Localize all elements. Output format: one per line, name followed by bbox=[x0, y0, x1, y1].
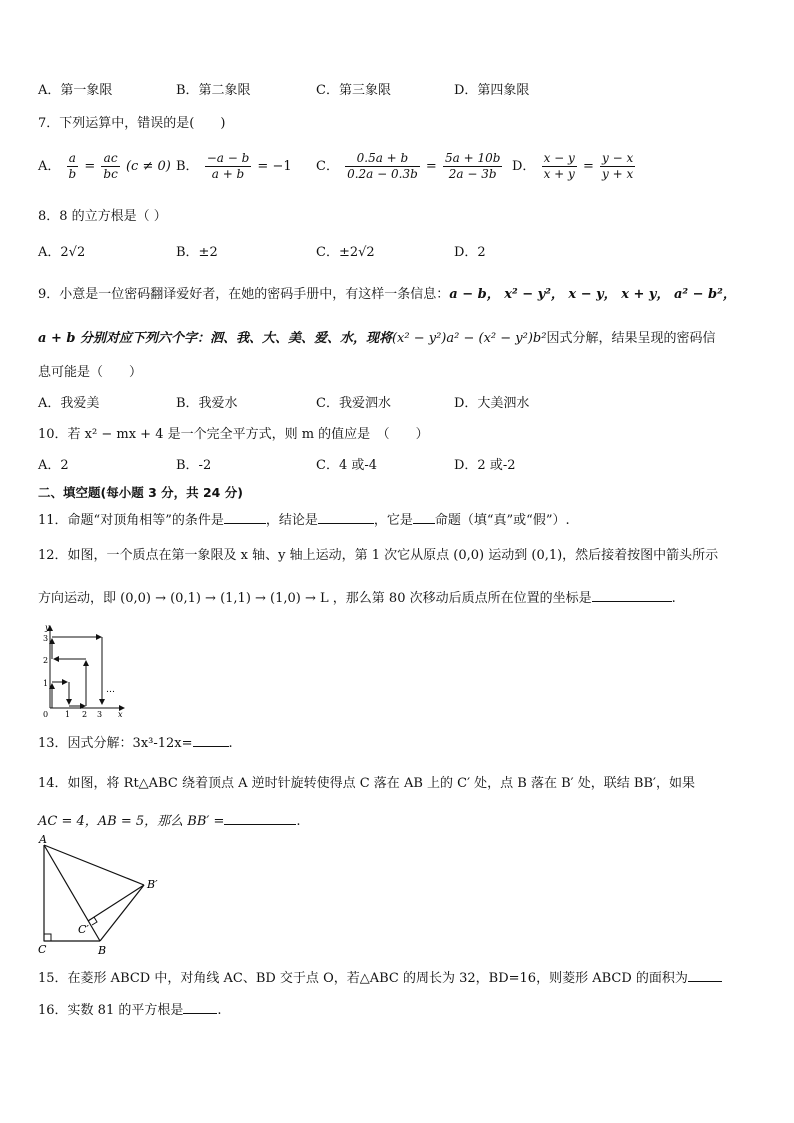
q15 bbox=[38, 968, 722, 988]
q11-part2: ，结论是 bbox=[265, 513, 318, 528]
segment-AB bbox=[44, 845, 100, 941]
q7-a-frac1: $\frac{a}{b}$ bbox=[68, 151, 77, 181]
q14-line2-text: AC = 4，AB = 5，那么 BB′ = bbox=[38, 814, 225, 829]
q10-option-d: D．2 或-2 bbox=[454, 458, 516, 473]
q8-stem: 8．8 的立方根是（ ） bbox=[38, 209, 167, 224]
q7-d-label: D． bbox=[512, 159, 536, 174]
q12-period: . bbox=[671, 591, 676, 606]
q16 bbox=[38, 1000, 222, 1020]
q14-period: . bbox=[296, 814, 301, 829]
q7-option-d bbox=[512, 151, 637, 182]
q16-answer-blank[interactable] bbox=[183, 1000, 217, 1014]
q9-line2 bbox=[38, 330, 715, 348]
q6-option-a: A．第一象限 bbox=[38, 83, 113, 98]
q9-line3: 息可能是（ ） bbox=[38, 365, 143, 380]
q11-part3: ，它是 bbox=[373, 513, 413, 528]
q7-d-frac1: $\frac{x - y}{x + y}$ bbox=[543, 151, 575, 181]
q7-b-frac: $\frac{-a - b}{a + b}$ bbox=[206, 151, 250, 181]
q6-option-d: D．第四象限 bbox=[454, 83, 530, 98]
q7-option-c bbox=[316, 151, 504, 182]
q8-option-a: A．2√2 bbox=[38, 245, 86, 260]
q8-option-d: D．2 bbox=[454, 245, 486, 260]
q9-code-items: a − b， x² − y²， x − y， x + y， a² − b²， bbox=[449, 287, 736, 302]
q12-answer-blank[interactable] bbox=[592, 588, 672, 602]
q7-option-a bbox=[38, 151, 171, 182]
q15-answer-blank[interactable] bbox=[688, 968, 722, 982]
q12-line2-text: 方向运动，即 (0,0) → (0,1) → (1,1) → (1,0) → L ，那么第 80 次移动后质点所在位置的坐标是 bbox=[38, 591, 592, 606]
x-tick-2: 2 bbox=[82, 710, 88, 719]
q10-option-c: C．4 或-4 bbox=[316, 458, 378, 473]
x-tick-3: 3 bbox=[97, 710, 103, 719]
q12-line1: 12．如图，一个质点在第一象限及 x 轴、y 轴上运动，第 1 次它从原点 (0,0) 运动到 (0,1)，然后接着按图中箭头所示 bbox=[38, 548, 719, 563]
segment-AB-prime bbox=[44, 845, 144, 885]
q14-line1: 14．如图，将 Rt△ABC 绕着顶点 A 逆时针旋转使得点 C 落在 AB 上的 C′ 处，点 B 落在 B′ 处，联结 BB′，如果 bbox=[38, 776, 695, 791]
q11-part1: 11．命题“对顶角相等”的条件是 bbox=[38, 513, 224, 528]
continuation-dots: … bbox=[106, 685, 115, 695]
y-tick-2: 2 bbox=[43, 656, 49, 665]
q10-option-a: A．2 bbox=[38, 458, 69, 473]
q7-c-frac2: $\frac{5a + 10b}{2a - 3b}$ bbox=[444, 151, 501, 181]
q7-option-b bbox=[176, 151, 292, 182]
q10-option-b: B．-2 bbox=[176, 458, 212, 473]
q7-b-rhs: = −1 bbox=[257, 159, 292, 174]
q7-c-frac1: $\frac{0.5a + b}{0.2a - 0.3b}$ bbox=[347, 151, 418, 181]
y-axis-label: y bbox=[45, 623, 50, 632]
q16-period: . bbox=[217, 1003, 222, 1018]
q7-c-eq: = bbox=[425, 159, 437, 174]
y-tick-1: 1 bbox=[43, 679, 49, 688]
section-heading: 二、填空题(每小题 3 分，共 24 分) bbox=[38, 485, 243, 500]
label-C-prime: C′ bbox=[78, 923, 89, 936]
q14-line2 bbox=[38, 811, 301, 831]
q12-figure bbox=[38, 620, 134, 720]
y-tick-3: 3 bbox=[43, 634, 49, 643]
q11-blank-truth[interactable] bbox=[413, 510, 435, 524]
q7-c-label: C． bbox=[316, 159, 339, 174]
q7-a-eq: = bbox=[84, 159, 96, 174]
q7-d-eq: = bbox=[582, 159, 594, 174]
q11-blank-conclusion[interactable] bbox=[318, 510, 374, 524]
q11 bbox=[38, 510, 570, 530]
q7-stem: 7．下列运算中，错误的是( ) bbox=[38, 116, 226, 131]
q13 bbox=[38, 733, 233, 753]
label-C: C bbox=[38, 943, 47, 956]
q6-option-c: C．第三象限 bbox=[316, 83, 391, 98]
q11-part4: 命题（填“真”或“假”）. bbox=[434, 513, 570, 528]
q7-a-label: A． bbox=[38, 159, 61, 174]
q9-option-d: D．大美泗水 bbox=[454, 396, 530, 411]
right-angle-C bbox=[44, 934, 51, 941]
q13-period: . bbox=[228, 736, 233, 751]
q13-answer-blank[interactable] bbox=[193, 733, 229, 747]
q9-option-b: B．我爱水 bbox=[176, 396, 238, 411]
movement-path bbox=[52, 637, 102, 708]
q9-option-a: A．我爱美 bbox=[38, 396, 100, 411]
q7-a-cond: (c ≠ 0) bbox=[125, 159, 171, 174]
q11-blank-condition[interactable] bbox=[224, 510, 266, 524]
segment-C-prime-B-prime bbox=[88, 885, 144, 921]
q13-text: 13．因式分解：3x³-12x= bbox=[38, 736, 193, 751]
q14-answer-blank[interactable] bbox=[224, 811, 296, 825]
q15-text: 15．在菱形 ABCD 中，对角线 AC、BD 交于点 O，若△ABC 的周长为 32，BD=16，则菱形 ABCD 的面积为 bbox=[38, 971, 688, 986]
segment-BB-prime bbox=[100, 885, 144, 941]
q10-stem: 10．若 x² − mx + 4 是一个完全平方式，则 m 的值应是 （ ） bbox=[38, 427, 429, 442]
label-A: A bbox=[39, 833, 47, 846]
q9-option-c: C．我爱泗水 bbox=[316, 396, 391, 411]
q8-option-b: B．±2 bbox=[176, 245, 218, 260]
x-tick-1: 1 bbox=[65, 710, 71, 719]
q14-figure bbox=[34, 833, 166, 957]
q7-a-frac2: $\frac{ac}{bc}$ bbox=[103, 151, 118, 181]
q9-line2-post: 因式分解，结果呈现的密码信 bbox=[546, 331, 716, 346]
q9-expression: (x² − y²)a² − (x² − y²)b² bbox=[391, 331, 547, 346]
q6-option-b: B．第二象限 bbox=[176, 83, 251, 98]
x-axis-label: x bbox=[118, 710, 123, 719]
q7-b-label: B． bbox=[176, 159, 199, 174]
label-B-prime: B′ bbox=[147, 878, 158, 891]
q9-line1 bbox=[38, 286, 736, 304]
q7-d-frac2: $\frac{y - x}{y + x}$ bbox=[602, 151, 634, 181]
q12-line2 bbox=[38, 588, 676, 608]
q9-line1-text: 9．小意是一位密码翻译爱好者，在她的密码手册中，有这样一条信息： bbox=[38, 287, 450, 302]
label-B: B bbox=[98, 944, 107, 957]
q16-text: 16．实数 81 的平方根是 bbox=[38, 1003, 184, 1018]
q9-line2-text: a + b 分别对应下列六个字：泗、我、大、美、爱、水，现将 bbox=[38, 331, 392, 346]
origin-label: 0 bbox=[43, 710, 49, 719]
q8-option-c: C．±2√2 bbox=[316, 245, 375, 260]
